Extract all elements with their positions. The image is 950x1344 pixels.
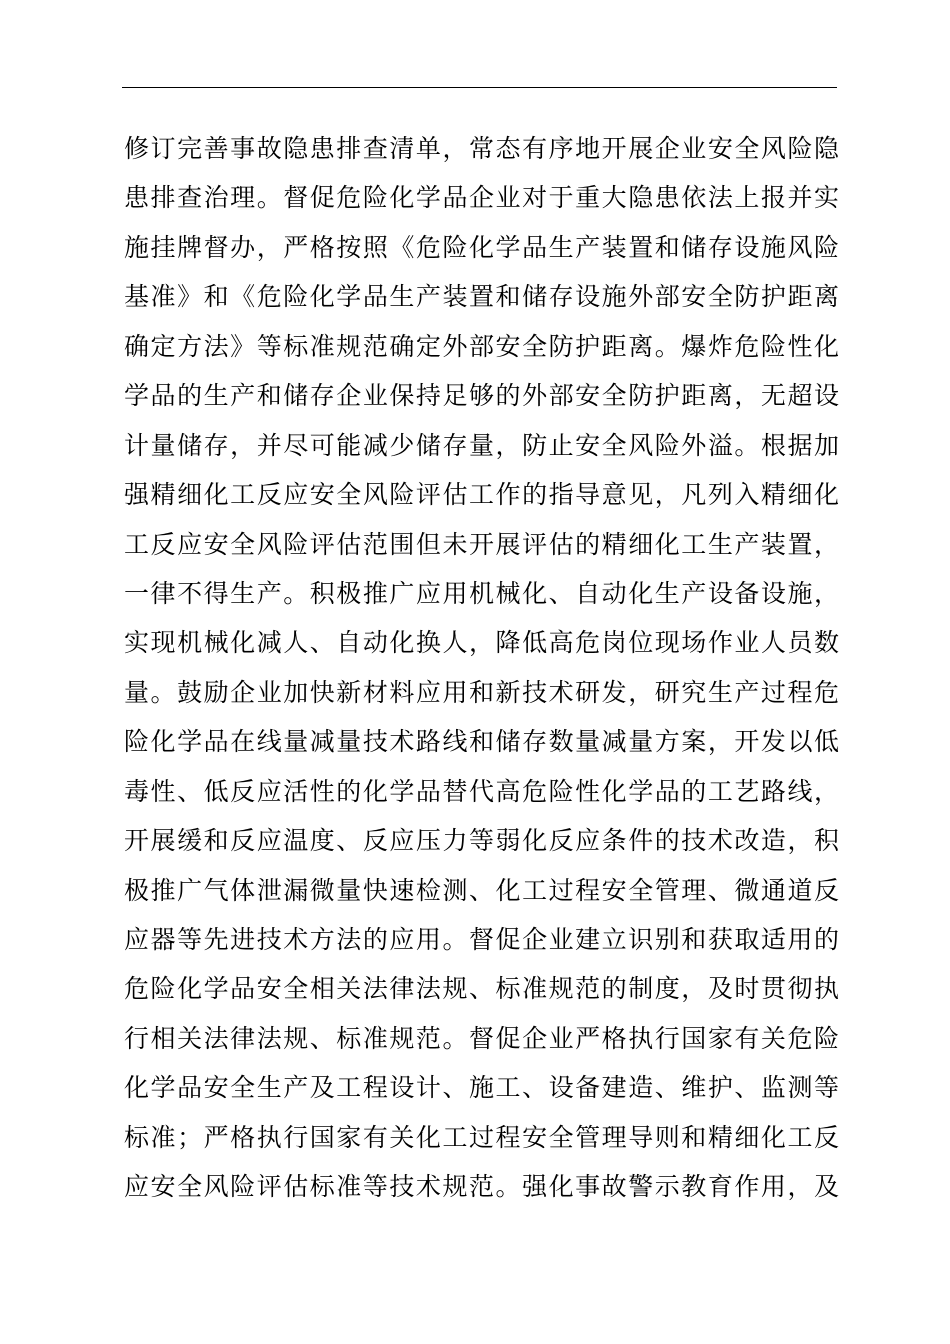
text-line: 危险化学品安全相关法律法规、标准规范的制度，及时贯彻执	[124, 974, 839, 1004]
text-line: 修订完善事故隐患排查清单，常态有序地开展企业安全风险隐	[124, 134, 839, 163]
text-line: 开展缓和反应温度、反应压力等弱化反应条件的技术改造，积	[124, 826, 839, 856]
text-line: 基准》和《危险化学品生产装置和储存设施外部安全防护距离	[124, 282, 839, 312]
text-line: 险化学品在线量减量技术路线和储存数量减量方案，开发以低	[124, 727, 839, 757]
text-line: 标准；严格执行国家有关化工过程安全管理导则和精细化工反	[124, 1122, 839, 1152]
text-line: 施挂牌督办，严格按照《危险化学品生产装置和储存设施风险	[124, 232, 839, 262]
text-line: 应器等先进技术方法的应用。督促企业建立识别和获取适用的	[124, 925, 839, 954]
text-line: 量。鼓励企业加快新材料应用和新技术研发，研究生产过程危	[124, 677, 839, 707]
text-line: 实现机械化减人、自动化换人，降低高危岗位现场作业人员数	[124, 628, 839, 658]
text-line: 一律不得生产。积极推广应用机械化、自动化生产设备设施，	[124, 578, 839, 608]
text-line: 毒性、低反应活性的化学品替代高危险性化学品的工艺路线，	[124, 776, 839, 806]
text-line: 学品的生产和储存企业保持足够的外部安全防护距离，无超设	[124, 381, 839, 411]
text-line: 化学品安全生产及工程设计、施工、设备建造、维护、监测等	[124, 1073, 839, 1103]
text-line: 确定方法》等标准规范确定外部安全防护距离。爆炸危险性化	[124, 331, 839, 361]
text-line: 工反应安全风险评估范围但未开展评估的精细化工生产装置，	[124, 529, 839, 559]
text-line: 计量储存，并尽可能减少储存量，防止安全风险外溢。根据加	[124, 430, 839, 460]
text-line: 行相关法律法规、标准规范。督促企业严格执行国家有关危险	[124, 1023, 839, 1053]
body-paragraph	[124, 124, 839, 1212]
text-line: 强精细化工反应安全风险评估工作的指导意见，凡列入精细化	[124, 480, 839, 510]
header-rule	[122, 87, 837, 88]
text-line: 应安全风险评估标准等技术规范。强化事故警示教育作用，及	[124, 1172, 839, 1202]
text-line: 极推广气体泄漏微量快速检测、化工过程安全管理、微通道反	[124, 875, 839, 905]
text-line: 患排查治理。督促危险化学品企业对于重大隐患依法上报并实	[124, 183, 839, 213]
